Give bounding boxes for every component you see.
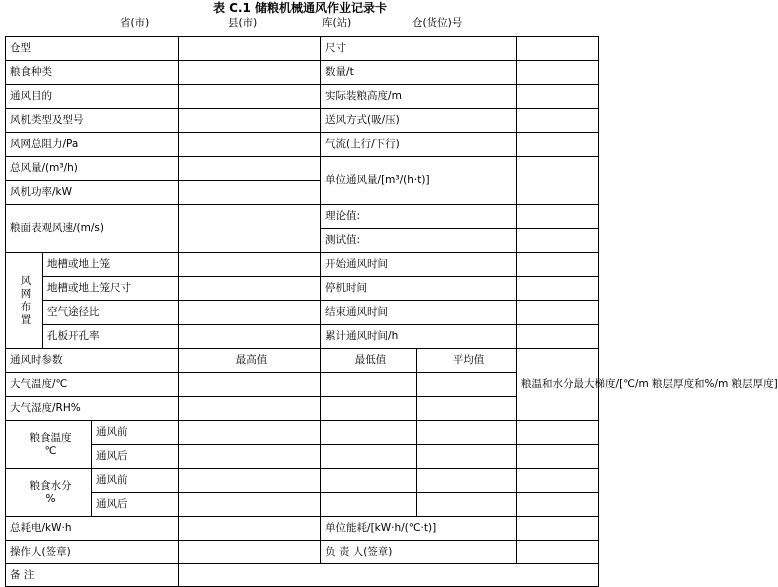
air-humidity-max[interactable] <box>179 397 321 421</box>
warehouse-label: 仓(货位)号 <box>412 17 463 29</box>
stop-time-value[interactable] <box>517 277 599 301</box>
air-supply-value[interactable] <box>517 109 599 133</box>
grain-temp-label <box>6 421 92 469</box>
grain-temp-before-avg[interactable] <box>417 421 517 445</box>
grain-height-label: 实际装粮高度/m <box>321 85 517 109</box>
unit-energy-value[interactable] <box>517 517 599 541</box>
grain-temp-before-label: 通风前 <box>92 421 179 445</box>
purpose-value[interactable] <box>179 85 321 109</box>
air-humidity-label: 大气湿度/RH% <box>6 397 179 421</box>
size-value[interactable] <box>517 37 599 61</box>
total-energy-label: 总耗电/kW·h <box>6 517 179 541</box>
grain-moisture-before-max[interactable] <box>179 469 321 493</box>
total-energy-value[interactable] <box>179 517 321 541</box>
size-label: 尺寸 <box>321 37 517 61</box>
test-value-label: 测试值: <box>321 229 517 253</box>
grain-temp-after-label: 通风后 <box>92 445 179 469</box>
quantity-value[interactable] <box>517 61 599 85</box>
grain-temp-line2: ℃ <box>44 444 57 457</box>
end-time-value[interactable] <box>517 301 599 325</box>
airnet-layout-label <box>6 253 43 349</box>
avg-header: 平均值 <box>417 349 517 373</box>
grain-temp-after-min[interactable] <box>321 445 417 469</box>
layout-char-1: 风 <box>20 274 32 287</box>
grain-type-value[interactable] <box>179 61 321 85</box>
start-time-value[interactable] <box>517 253 599 277</box>
trench-size-value[interactable] <box>179 277 321 301</box>
grain-moisture-after-avg[interactable] <box>417 493 517 517</box>
warehouse-type-label: 仓型 <box>6 37 179 61</box>
grain-moisture-line2: % <box>45 492 56 505</box>
grain-temp-after-max[interactable] <box>179 445 321 469</box>
grain-temp-after-avg[interactable] <box>417 445 517 469</box>
air-temp-label: 大气温度/℃ <box>6 373 179 397</box>
purpose-label: 通风目的 <box>6 85 179 109</box>
min-header: 最低值 <box>321 349 417 373</box>
total-time-label: 累计通风时间/h <box>321 325 517 349</box>
orifice-rate-label: 孔板开孔率 <box>43 325 179 349</box>
form-title: 表 C.1 储粮机械通风作业记录卡 <box>212 1 388 15</box>
grain-moisture-before-label: 通风前 <box>92 469 179 493</box>
grain-moisture-after-max[interactable] <box>179 493 321 517</box>
grain-moisture-label <box>6 469 92 517</box>
unit-air-label: 单位通风量/[m³/(h·t)] <box>321 157 517 205</box>
grain-moisture-after-label: 通风后 <box>92 493 179 517</box>
layout-char-4: 置 <box>20 313 32 326</box>
responsible-label: 负 责 人(签章) <box>321 541 517 564</box>
air-temp-min[interactable] <box>321 373 417 397</box>
airflow-direction-label: 气流(上行/下行) <box>321 133 517 157</box>
grain-temp-before-max[interactable] <box>179 421 321 445</box>
grain-moisture-before-gradient[interactable] <box>517 469 599 493</box>
total-resistance-label: 风网总阻力/Pa <box>6 133 179 157</box>
surface-speed-label: 粮面表观风速/(m/s) <box>6 205 179 253</box>
theory-value-cell[interactable] <box>517 205 599 229</box>
responsible-value[interactable] <box>517 541 599 564</box>
grain-moisture-line1: 粮食水分 <box>29 479 72 492</box>
fan-model-value[interactable] <box>179 109 321 133</box>
county-label: 县(市) <box>228 17 258 29</box>
grain-temp-before-gradient[interactable] <box>517 421 599 445</box>
total-air-label: 总风量/(m³/h) <box>6 157 179 181</box>
airflow-direction-value[interactable] <box>517 133 599 157</box>
operator-label: 操作人(签章) <box>6 541 179 564</box>
fan-model-label: 风机类型及型号 <box>6 109 179 133</box>
province-label: 省(市) <box>120 17 150 29</box>
air-temp-avg[interactable] <box>417 373 517 397</box>
air-humidity-avg[interactable] <box>417 397 517 421</box>
params-header: 通风时参数 <box>6 349 179 373</box>
end-time-label: 结束通风时间 <box>321 301 517 325</box>
remarks-value[interactable] <box>179 564 599 587</box>
start-time-label: 开始通风时间 <box>321 253 517 277</box>
grain-moisture-after-min[interactable] <box>321 493 417 517</box>
depot-label: 库(站) <box>322 17 352 29</box>
grain-height-value[interactable] <box>517 85 599 109</box>
fan-power-value[interactable] <box>179 181 321 205</box>
trench-size-label: 地槽或地上笼尺寸 <box>43 277 179 301</box>
layout-char-3: 布 <box>20 300 32 313</box>
trench-label: 地槽或地上笼 <box>43 253 179 277</box>
layout-char-2: 网 <box>20 287 32 300</box>
grain-temp-line1: 粮食温度 <box>29 431 72 444</box>
path-ratio-label: 空气途径比 <box>43 301 179 325</box>
air-temp-max[interactable] <box>179 373 321 397</box>
grain-temp-after-gradient[interactable] <box>517 445 599 469</box>
grain-moisture-before-min[interactable] <box>321 469 417 493</box>
fan-power-label: 风机功率/kW <box>6 181 179 205</box>
air-supply-label: 送风方式(吸/压) <box>321 109 517 133</box>
orifice-rate-value[interactable] <box>179 325 321 349</box>
operator-value[interactable] <box>179 541 321 564</box>
remarks-label: 备 注 <box>6 564 179 587</box>
air-humidity-min[interactable] <box>321 397 417 421</box>
test-value-cell[interactable] <box>517 229 599 253</box>
grain-moisture-before-avg[interactable] <box>417 469 517 493</box>
max-header: 最高值 <box>179 349 321 373</box>
trench-value[interactable] <box>179 253 321 277</box>
theory-value-label: 理论值: <box>321 205 517 229</box>
total-air-value[interactable] <box>179 157 321 181</box>
ventilation-record-table <box>5 36 778 587</box>
grain-moisture-after-gradient[interactable] <box>517 493 599 517</box>
surface-speed-value[interactable] <box>179 205 321 253</box>
unit-air-value[interactable] <box>517 157 599 205</box>
path-ratio-value[interactable] <box>179 301 321 325</box>
total-time-value[interactable] <box>517 325 599 349</box>
warehouse-type-value[interactable] <box>179 37 321 61</box>
stop-time-label: 停机时间 <box>321 277 517 301</box>
total-resistance-value[interactable] <box>179 133 321 157</box>
grain-temp-before-min[interactable] <box>321 421 417 445</box>
grain-type-label: 粮食种类 <box>6 61 179 85</box>
gradient-note: 粮温和水分最大梯度/[℃/m 粮层厚度和%/m 粮层厚度] <box>517 349 599 421</box>
quantity-label: 数量/t <box>321 61 517 85</box>
unit-energy-label: 单位能耗/[kW·h/(℃·t)] <box>321 517 517 541</box>
